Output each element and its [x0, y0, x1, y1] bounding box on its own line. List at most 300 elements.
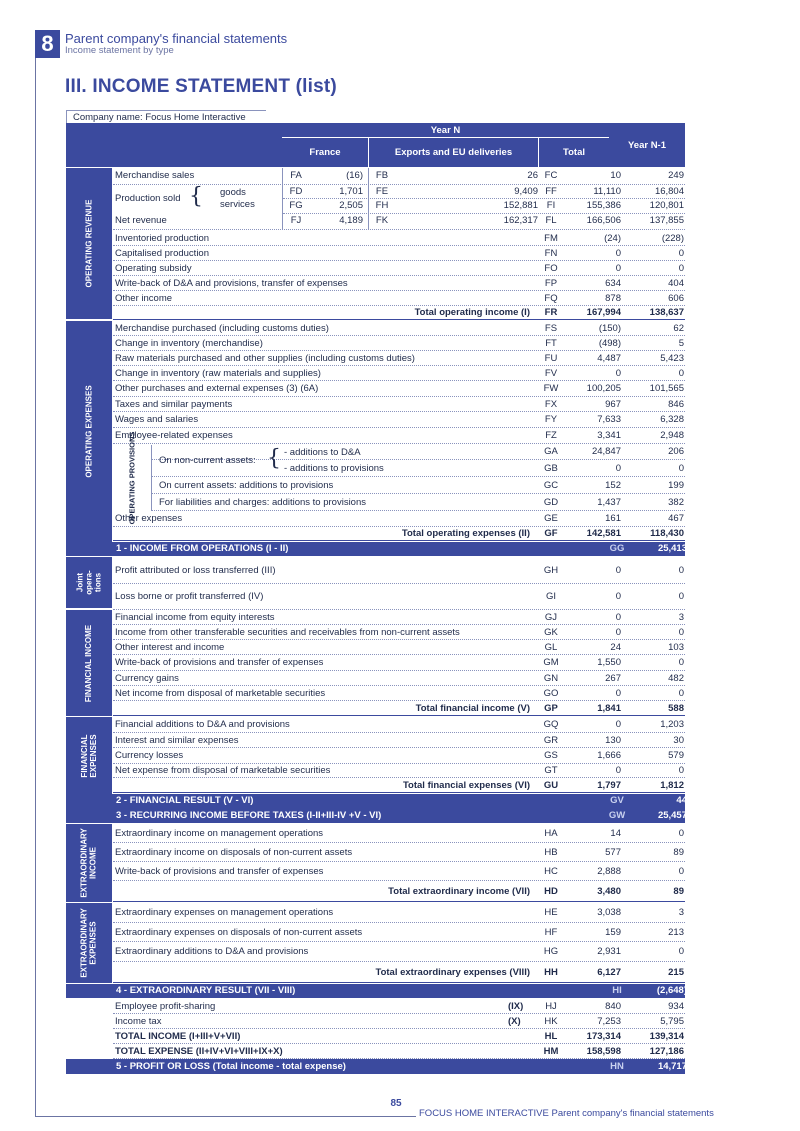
row-hh [113, 962, 685, 983]
row-label: Financial income from equity interests [115, 612, 275, 623]
row-ft [113, 336, 685, 351]
row-label: Currency losses [115, 750, 184, 761]
code-gi: GI [545, 591, 557, 602]
value-gf-n1: 118,430 [650, 528, 684, 539]
value-fl-n1: 137,855 [649, 215, 684, 226]
company-name: Company name: Focus Home Interactive [66, 110, 266, 123]
code-fg: FG [289, 200, 303, 211]
value-hi-n1: (127) [726, 985, 749, 996]
section-operating-revenue [66, 168, 112, 319]
row-label: Extraordinary expenses on management operations [115, 907, 334, 918]
row-hf [113, 923, 685, 942]
value-hd-n: 3,480 [597, 886, 621, 897]
row-gs [113, 748, 685, 764]
value-gu-n: 1,797 [597, 780, 621, 791]
row-label: Write-back of provisions and transfer of expenses [115, 657, 324, 668]
result-band-gw [66, 808, 749, 823]
code-fp: FP [544, 278, 558, 289]
page-number: 85 [390, 1098, 402, 1109]
row-label: Taxes and similar payments [115, 399, 233, 410]
code-fb: FB [375, 170, 389, 181]
value-ff-n: 11,110 [593, 186, 621, 197]
code-fy: FY [544, 414, 558, 425]
result-band-hn [66, 1059, 749, 1074]
row-label: Change in inventory (merchandise) [115, 338, 263, 349]
row-label: Net income from disposal of marketable securities [115, 688, 326, 699]
code-ft: FT [545, 338, 557, 349]
section-financial-income [66, 610, 112, 716]
result-band-gv [66, 794, 749, 808]
value-gm-n1: 0 [678, 657, 684, 668]
value-fl-n: 166,506 [586, 215, 621, 226]
value-hn-n1: 12,127 [719, 1061, 749, 1072]
value-gn-n: 267 [605, 673, 621, 684]
value-gu-n1: 1,812 [660, 780, 684, 791]
value-gi-n1: 0 [678, 591, 684, 602]
value-gk-n1: 0 [678, 627, 684, 638]
value-gr-n1: 30 [673, 735, 684, 746]
goods-label: goods [220, 187, 246, 198]
code-gm: GM [543, 657, 559, 668]
code-ga: GA [544, 446, 558, 457]
value-hb-n: 577 [605, 847, 621, 858]
col-divider [368, 168, 369, 230]
value-fm-n1: (228) [661, 233, 684, 244]
code-hg: HG [543, 946, 559, 957]
code-fe: FE [375, 186, 389, 197]
value-fw-n1: 101,565 [649, 383, 684, 394]
row-hk [113, 1014, 685, 1029]
row-hl [113, 1029, 685, 1044]
additions-dna-label: - additions to D&A [284, 447, 361, 458]
row-label: On current assets: additions to provisions [159, 480, 334, 491]
value-fj: 4,189 [339, 215, 363, 226]
value-hg-n1: 0 [678, 946, 684, 957]
value-hh-n1: 215 [668, 967, 684, 978]
value-gs-n: 1,666 [597, 750, 621, 761]
header-year-n: Year N [282, 123, 609, 137]
row-label: Write-back of provisions and transfer of expenses [115, 866, 324, 877]
code-fr: FR [544, 307, 558, 318]
section-label: FINANCIAL INCOME [84, 624, 94, 702]
value-fm-n: (24) [604, 233, 621, 244]
services-label: services [220, 199, 255, 210]
additions-provisions-label: - additions to provisions [284, 463, 384, 474]
row-label: Net expense from disposal of marketable securities [115, 765, 331, 776]
code-hm: HM [543, 1046, 559, 1057]
value-he-n1: 3 [678, 907, 684, 918]
production-sold-label: Production sold [115, 193, 181, 204]
chapter-number: 8 [35, 30, 60, 58]
value-go-n: 0 [615, 688, 621, 699]
row-fx [113, 397, 685, 412]
code-fu: FU [544, 353, 558, 364]
footer [419, 1108, 714, 1119]
row-fy [113, 412, 685, 428]
code-gc: GC [543, 480, 559, 491]
code-gf: GF [544, 528, 558, 539]
code-hj: HJ [545, 1001, 557, 1012]
value-fv-n1: 0 [678, 368, 684, 379]
value-hg-n: 2,931 [597, 946, 621, 957]
code-fz: FZ [545, 430, 557, 441]
value-gg-n: 25,413 [657, 543, 687, 554]
code-gg: GG [609, 543, 625, 554]
row-hd [113, 881, 685, 902]
code-fl: FL [545, 215, 557, 226]
row-label: Employee profit-sharing [115, 1001, 216, 1012]
value-fp-n1: 404 [668, 278, 684, 289]
non-current-label: On non-current assets: [159, 455, 256, 466]
row-label: Total extraordinary expenses (VIII) [375, 967, 530, 978]
row-label: Extraordinary income on management operations [115, 828, 324, 839]
value-fn-n1: 0 [678, 248, 684, 259]
code-hn: HN [610, 1061, 624, 1072]
value-gk-n: 0 [615, 627, 621, 638]
value-fu-n1: 5,423 [660, 353, 684, 364]
row-gq [113, 717, 685, 733]
value-hm-n1: 127,186 [649, 1046, 684, 1057]
row-gp [113, 701, 685, 716]
value-fu-n: 4,487 [597, 353, 621, 364]
value-ff-n1: 16,804 [654, 186, 684, 197]
row-label: Write-back of D&A and provisions, transfer of expenses [115, 278, 348, 289]
value-gt-n1: 0 [678, 765, 684, 776]
value-gw-n: 25,457 [657, 810, 687, 821]
code-gv: GV [610, 795, 624, 806]
row-fv [113, 366, 685, 381]
value-gn-n1: 482 [668, 673, 684, 684]
value-ft-n: (498) [598, 338, 621, 349]
row-label: Total financial income (V) [415, 703, 530, 714]
code-fv: FV [544, 368, 558, 379]
value-gd-n1: 382 [668, 497, 684, 508]
value-fz-n: 3,341 [597, 430, 621, 441]
value-hn-n: 14,717 [657, 1061, 687, 1072]
row-label: TOTAL EXPENSE (II+IV+VI+VIII+IX+X) [115, 1046, 283, 1057]
code-gl: GL [544, 642, 558, 653]
code-hk: HK [544, 1016, 558, 1027]
value-he-n: 3,038 [597, 907, 621, 918]
side-rule [35, 52, 36, 1117]
row-label: TOTAL INCOME (I+III+V+VII) [115, 1031, 241, 1042]
row-label: Change in inventory (raw materials and supplies) [115, 368, 321, 379]
value-fy-n: 7,633 [597, 414, 621, 425]
row-fn [113, 246, 685, 261]
value-fi-n1: 120,801 [649, 200, 684, 211]
value-fs-n1: 62 [673, 323, 684, 334]
code-hi: HI [612, 985, 622, 996]
code-hh: HH [544, 967, 558, 978]
row-label: Income tax [115, 1016, 162, 1027]
row-label: Total financial expenses (VI) [402, 780, 530, 791]
code-fo: FO [544, 263, 558, 274]
code-hl: HL [544, 1031, 558, 1042]
value-gb-n: 0 [615, 463, 621, 474]
value-fx-n: 967 [605, 399, 621, 410]
code-fc: FC [544, 170, 558, 181]
value-fs-n: (150) [598, 323, 621, 334]
row-ha [113, 824, 685, 843]
value-hk-n: 7,253 [597, 1016, 621, 1027]
value-hc-n1: 0 [678, 866, 684, 877]
code-fj: FJ [290, 215, 302, 226]
row-ge [113, 511, 685, 527]
row-hg [113, 942, 685, 962]
row-hc [113, 862, 685, 881]
value-hl-n1: 139,314 [649, 1031, 684, 1042]
section-label: EXTRAORDINARY EXPENSES [80, 908, 98, 978]
row-label: 4 - EXTRAORDINARY RESULT (VII - VIII) [116, 985, 296, 996]
row-label: 2 - FINANCIAL RESULT (V - VI) [116, 795, 254, 806]
header-france: France [282, 138, 368, 167]
col-divider [282, 168, 283, 230]
row-gj [113, 610, 685, 625]
row-go [113, 686, 685, 701]
row-net-revenue [113, 215, 685, 230]
value-go-n1: 0 [678, 688, 684, 699]
code-gq: GQ [543, 719, 559, 730]
section-financial-expenses [66, 717, 112, 794]
code-gt: GT [544, 765, 558, 776]
value-gc-n1: 199 [668, 480, 684, 491]
value-gs-n1: 579 [668, 750, 684, 761]
code-fq: FQ [544, 293, 558, 304]
value-gl-n: 24 [610, 642, 621, 653]
section-label: Joint opera- tions [75, 570, 103, 595]
value-fv-n: 0 [615, 368, 621, 379]
section-extraordinary-expenses [66, 903, 112, 983]
value-hj-n1: 934 [668, 1001, 684, 1012]
row-gu [113, 778, 685, 793]
code-gk: GK [544, 627, 558, 638]
value-fn-n: 0 [615, 248, 621, 259]
code-hc: HC [544, 866, 558, 877]
code-he: HE [544, 907, 558, 918]
value-hm-n: 158,598 [586, 1046, 621, 1057]
code-hd: HD [544, 886, 558, 897]
brace-icon: { [189, 184, 203, 209]
value-gf-n: 142,581 [586, 528, 621, 539]
value-gt-n: 0 [615, 765, 621, 776]
value-fr-n1: 138,637 [649, 307, 684, 318]
value-gp-n: 1,841 [597, 703, 621, 714]
row-label: Capitalised production [115, 248, 210, 259]
value-fr-n: 167,994 [586, 307, 621, 318]
row-gr [113, 733, 685, 748]
value-fy-n1: 6,328 [660, 414, 684, 425]
value-ha-n1: 0 [678, 828, 684, 839]
value-gp-n1: 588 [668, 703, 684, 714]
row-hm [113, 1044, 685, 1059]
row-label: Other interest and income [115, 642, 225, 653]
code-fk: FK [375, 215, 389, 226]
code-gs: GS [544, 750, 558, 761]
row-fm [113, 231, 685, 246]
value-ha-n: 14 [610, 828, 621, 839]
row-label: For liabilities and charges: additions to provisions [159, 497, 366, 508]
value-fe: 9,409 [514, 186, 538, 197]
row-gh [113, 557, 685, 584]
row-label: Employee-related expenses [115, 430, 233, 441]
row-production-goods [283, 186, 685, 199]
row-label: Interest and similar expenses [115, 735, 239, 746]
row-label: Merchandise sales [115, 170, 195, 181]
row-gf [113, 527, 685, 541]
value-gg-n1: 20,207 [719, 543, 749, 554]
row-gc [152, 478, 685, 494]
row-fs [113, 321, 685, 336]
row-label: 1 - INCOME FROM OPERATIONS (I - II) [116, 543, 289, 554]
value-gj-n: 0 [615, 612, 621, 623]
row-fo [113, 261, 685, 276]
code-fw: FW [543, 383, 559, 394]
row-he [113, 903, 685, 923]
col-divider [151, 445, 152, 511]
code-fs: FS [544, 323, 558, 334]
value-fz-n1: 2,948 [660, 430, 684, 441]
header-blank-2 [113, 123, 282, 167]
value-ga-n1: 206 [668, 446, 684, 457]
value-fb: 26 [527, 170, 538, 181]
code-gn: GN [543, 673, 559, 684]
row-gk [113, 625, 685, 640]
row-production-services [283, 200, 685, 214]
row-label: Total extraordinary income (VII) [388, 886, 530, 897]
value-hb-n1: 89 [673, 847, 684, 858]
footer-brand: FOCUS HOME INTERACTIVE [419, 1108, 549, 1119]
code-hf: HF [544, 927, 558, 938]
code-ge: GE [544, 513, 558, 524]
code-gw: GW [608, 810, 626, 821]
bottom-rule [35, 1116, 416, 1117]
code-gp: GP [544, 703, 558, 714]
row-gt [113, 764, 685, 778]
value-gv-n1: (1,225) [718, 795, 749, 806]
value-gw-n1: 18,982 [719, 810, 749, 821]
code-gu: GU [543, 780, 559, 791]
row-label: Other expenses [115, 513, 183, 524]
row-fr [113, 306, 685, 320]
value-fo-n: 0 [615, 263, 621, 274]
code-fh: FH [375, 200, 389, 211]
code-go: GO [543, 688, 559, 699]
value-fq-n1: 606 [668, 293, 684, 304]
value-gh-n1: 0 [678, 565, 684, 576]
value-hl-n: 173,314 [586, 1031, 621, 1042]
value-hc-n: 2,888 [597, 866, 621, 877]
value-hh-n: 6,127 [597, 967, 621, 978]
chapter-subtitle: Income statement by type [65, 45, 174, 56]
row-label: Total operating expenses (II) [401, 528, 530, 539]
row-gn [113, 671, 685, 686]
row-label: Income from other transferable securities and receivables from non-current assets [115, 627, 460, 638]
value-ft-n1: 5 [678, 338, 684, 349]
row-label: 3 - RECURRING INCOME BEFORE TAXES (I-II+III-IV +V - VI) [116, 810, 382, 821]
header-total: Total [539, 138, 609, 167]
row-label: Raw materials purchased and other supplies (including customs duties) [115, 353, 415, 364]
value-fh: 152,881 [503, 200, 538, 211]
value-gr-n: 130 [605, 735, 621, 746]
value-fk: 162,317 [503, 215, 538, 226]
result-band-hi [66, 984, 749, 998]
row-label: 5 - PROFIT OR LOSS (Total income - total expense) [116, 1061, 346, 1072]
row-hb [113, 843, 685, 862]
code-gr: GR [543, 735, 559, 746]
value-ga-n: 24,847 [591, 446, 621, 457]
value-fd: 1,701 [339, 186, 363, 197]
row-label: Currency gains [115, 673, 179, 684]
row-label: Extraordinary expenses on disposals of non-current assets [115, 927, 363, 938]
row-fp [113, 276, 685, 291]
chapter-title: Parent company's financial statements [65, 31, 288, 46]
code-gj: GJ [544, 612, 558, 623]
section-label: FINANCIAL EXPENSES [80, 733, 98, 778]
row-label: Financial additions to D&A and provisions [115, 719, 290, 730]
value-fq-n: 878 [605, 293, 621, 304]
code-hb: HB [544, 847, 558, 858]
brace-icon: { [267, 446, 281, 471]
row-fq [113, 291, 685, 306]
row-merchandise-sales [113, 170, 685, 185]
code-fm: FM [544, 233, 558, 244]
value-fw-n: 100,205 [586, 383, 621, 394]
row-fz [113, 428, 685, 444]
header-year-n1: Year N-1 [609, 123, 685, 167]
result-band-gg [66, 542, 749, 556]
row-gd [152, 494, 685, 511]
section-joint-operations [66, 557, 112, 608]
value-hf-n1: 213 [668, 927, 684, 938]
code-gb: GB [544, 463, 558, 474]
value-gb-n1: 0 [678, 463, 684, 474]
roman-numeral: (IX) [508, 1001, 524, 1012]
value-gh-n: 0 [615, 565, 621, 576]
row-label: Inventoried production [115, 233, 210, 244]
value-gd-n: 1,437 [597, 497, 621, 508]
code-fa: FA [290, 170, 302, 181]
value-hj-n: 840 [605, 1001, 621, 1012]
value-gc-n: 152 [605, 480, 621, 491]
code-fi: FI [546, 200, 556, 211]
value-gq-n1: 1,203 [660, 719, 684, 730]
footer-text: Parent company's financial statements [551, 1108, 714, 1119]
page-title: III. INCOME STATEMENT (list) [65, 76, 337, 97]
code-gd: GD [543, 497, 559, 508]
section-label: EXTRAORDINARY INCOME [80, 828, 98, 898]
roman-numeral: (X) [508, 1016, 521, 1027]
value-fc-n1: 249 [668, 170, 684, 181]
value-gq-n: 0 [615, 719, 621, 730]
row-label: Loss borne or profit transferred (IV) [115, 591, 264, 602]
section-label: OPERATING EXPENSES [84, 385, 94, 478]
row-label: Net revenue [115, 215, 167, 226]
row-label: Wages and salaries [115, 414, 199, 425]
code-ff: FF [545, 186, 557, 197]
code-fx: FX [544, 399, 558, 410]
value-gj-n1: 3 [678, 612, 684, 623]
value-hd-n1: 89 [673, 886, 684, 897]
row-label: Extraordinary income on disposals of non-current assets [115, 847, 353, 858]
value-gi-n: 0 [615, 591, 621, 602]
value-gv-n: 44 [676, 795, 687, 806]
row-label: Merchandise purchased (including customs duties) [115, 323, 329, 334]
row-fw [113, 381, 685, 397]
code-fd: FD [289, 186, 303, 197]
row-label: Total operating income (I) [414, 307, 530, 318]
row-gi [113, 584, 685, 610]
value-ge-n: 161 [605, 513, 621, 524]
